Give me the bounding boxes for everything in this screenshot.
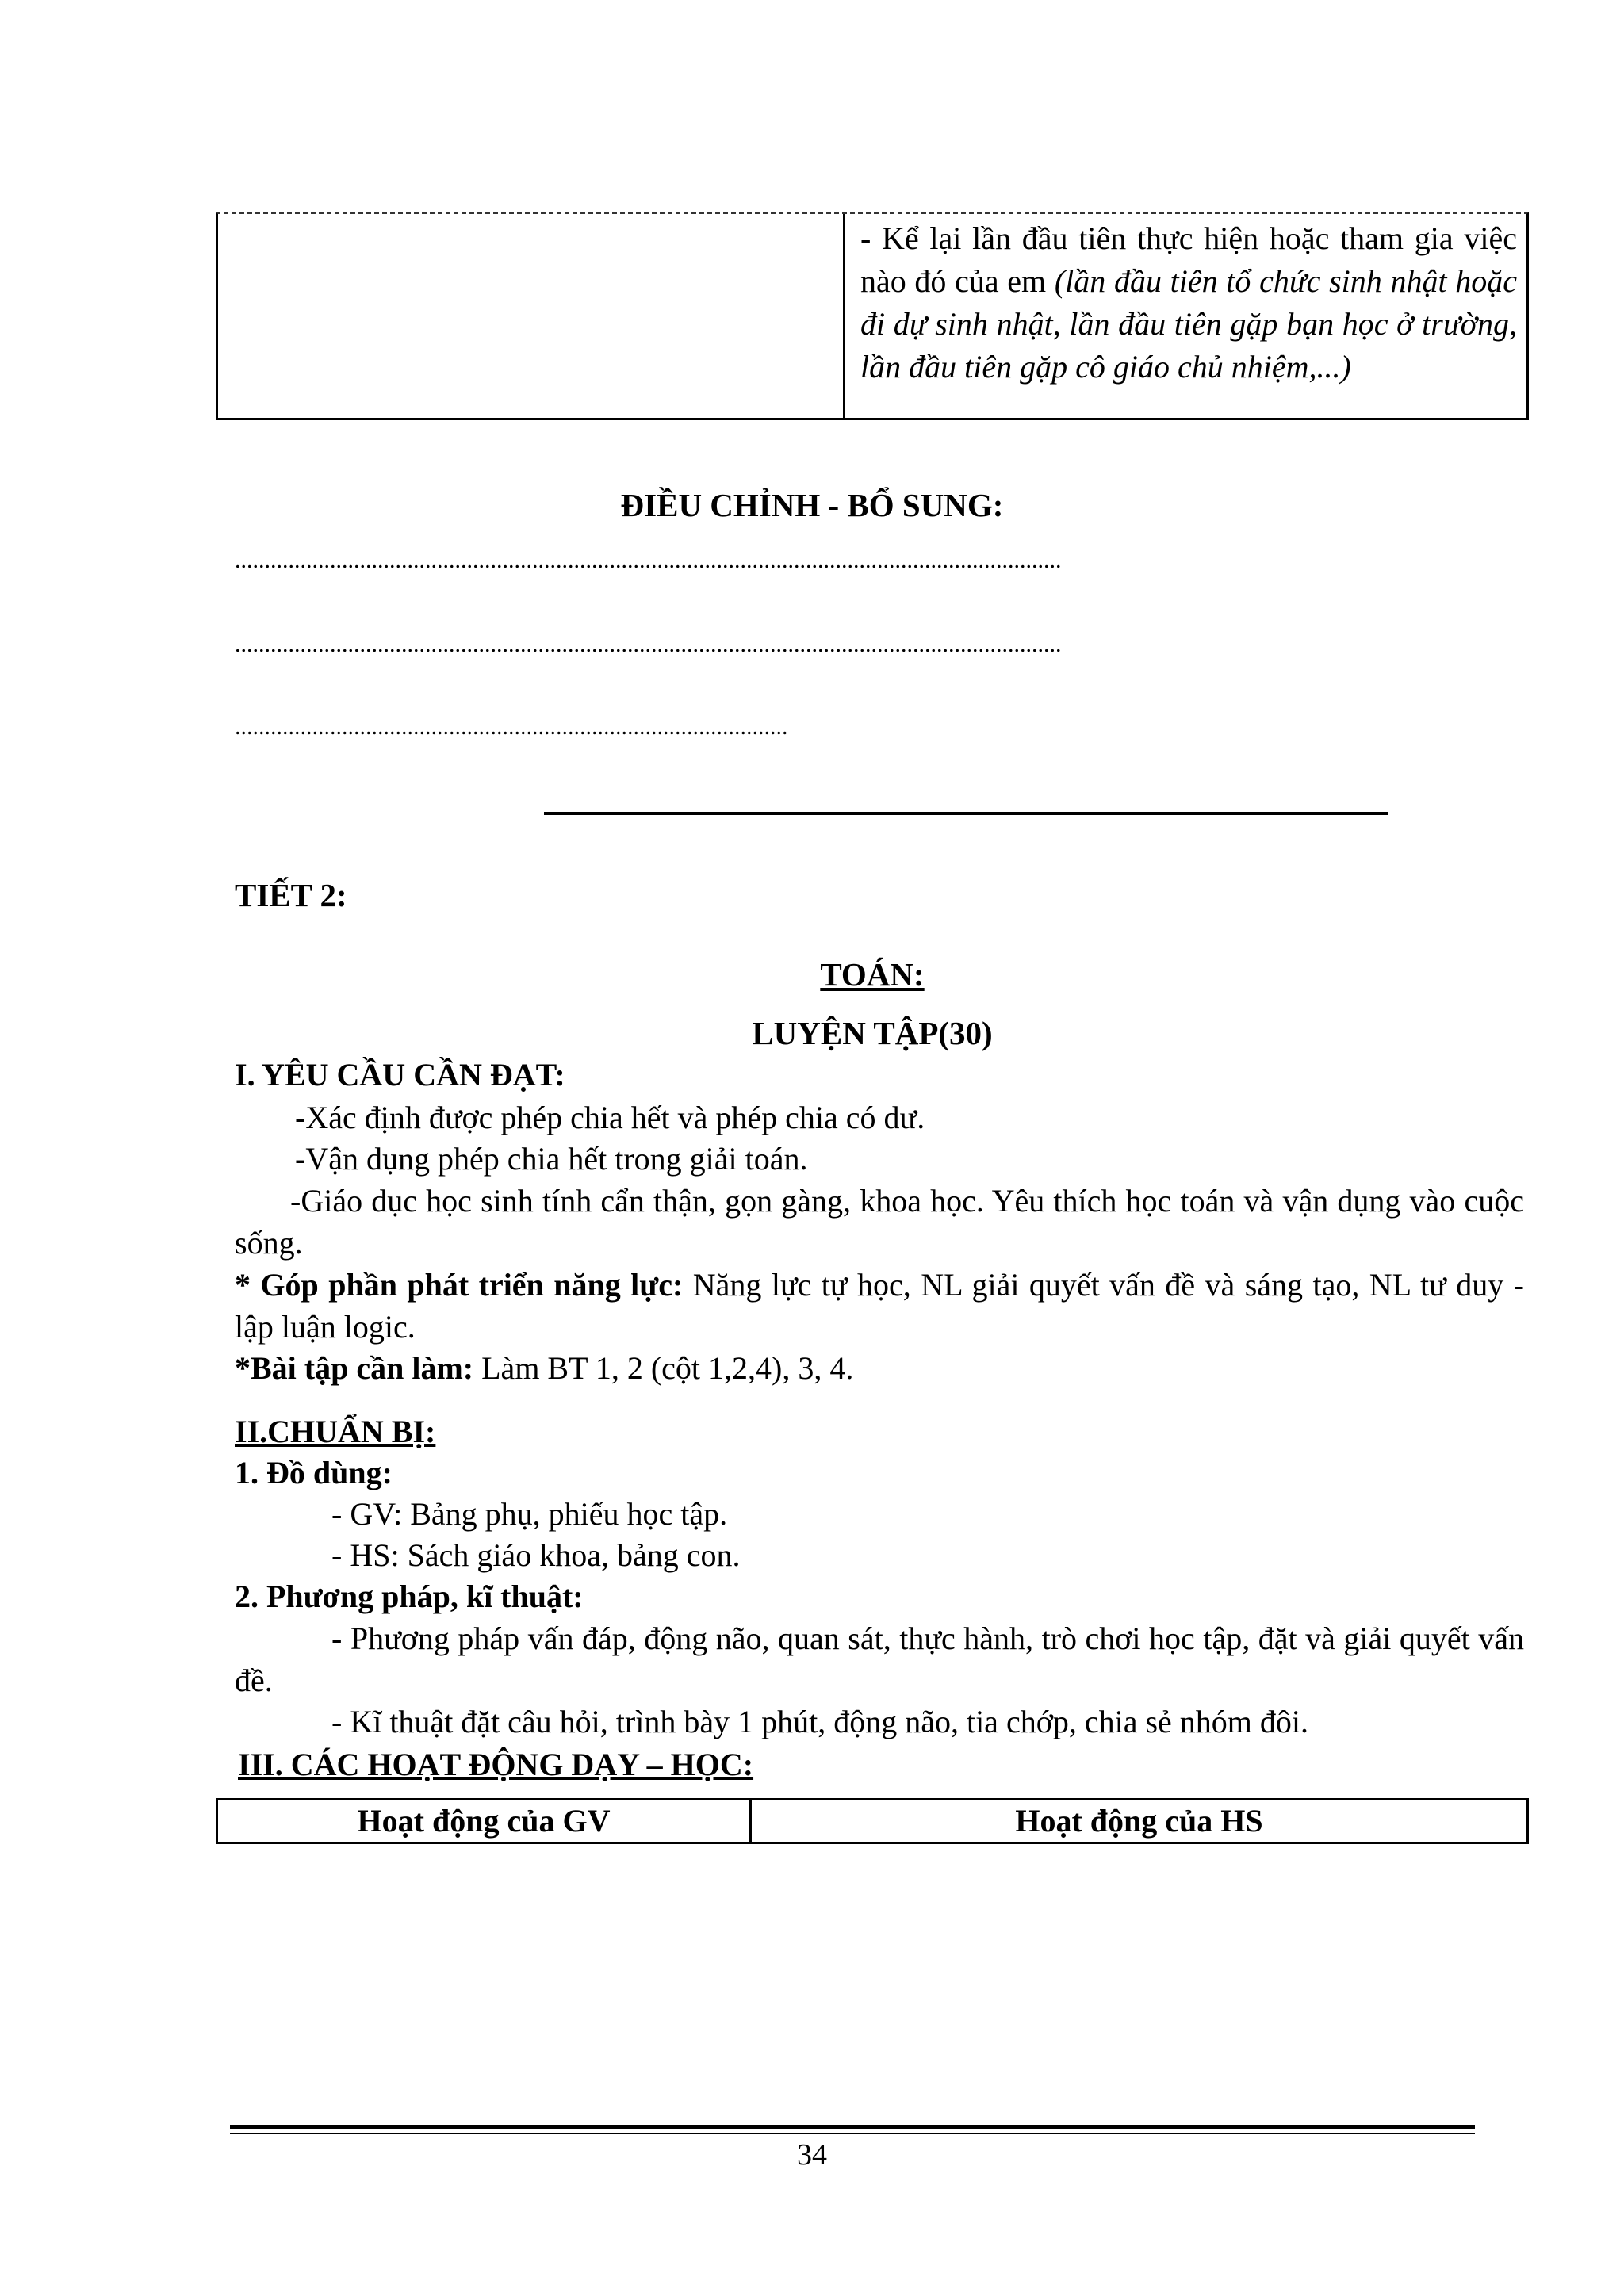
section2-hs: - HS: Sách giáo khoa, bảng con. <box>331 1537 741 1573</box>
competency-text: Năng lực tự học, NL giải quyết vấn đề và sáng tạo, NL tư duy - lập luận logic. <box>235 1267 1524 1345</box>
competency-paragraph <box>235 1264 1524 1348</box>
exercise-label: *Bài tập cần làm: <box>235 1350 474 1386</box>
section1-heading: I. YÊU CẦU CẦN ĐẠT: <box>235 1057 565 1093</box>
table-divider <box>843 214 845 418</box>
item2-text: Vận dụng phép chia hết trong giải toán. <box>305 1141 808 1177</box>
section2-sub1: 1. Đồ dùng: <box>235 1455 393 1490</box>
separator-line <box>544 812 1388 815</box>
column-header-hs: Hoạt động của HS <box>1015 1803 1263 1839</box>
cell-text-normal: - Kể lại lần đầu tiên thực hiện hoặc tham gia việc nào đó của em <box>860 220 1517 299</box>
lesson-label: TIẾT 2: <box>235 877 347 913</box>
adjust-title: ĐIỀU CHỈNH - BỔ SUNG: <box>620 487 1004 523</box>
section2-heading: II.CHUẨN BỊ: <box>235 1414 436 1449</box>
exercise-text: Làm BT 1, 2 (cột 1,2,4), 3, 4. <box>473 1350 854 1386</box>
table-cell-text <box>860 217 1517 388</box>
cell-text-italic: (lần đầu tiên tổ chức sinh nhật hoặc đi dự sinh nhật, lần đầu tiên gặp bạn học ở trường, lần đầu tiên gặp cô giáo chủ nhiệm,...) <box>860 263 1517 385</box>
column-header-gv: Hoạt động của GV <box>218 1800 752 1842</box>
section2-sub2: 2. Phương pháp, kĩ thuật: <box>235 1578 584 1614</box>
dot-line-2: ........................................................................................................................................... <box>235 631 1062 657</box>
competency-label: * Góp phần phát triển năng lực: <box>235 1267 684 1303</box>
activity-table <box>216 1798 1529 1844</box>
dot-line-3: ............................................................................................. <box>235 714 788 740</box>
section3-heading: III. CÁC HOẠT ĐỘNG DẠY – HỌC: <box>238 1747 754 1782</box>
section2-technique: - Kĩ thuật đặt câu hỏi, trình bày 1 phút, động não, tia chớp, chia sẻ nhóm đôi. <box>331 1704 1309 1739</box>
section1-item2 <box>295 1138 808 1180</box>
page-number: 34 <box>797 2138 827 2172</box>
item2-dash: - <box>295 1141 306 1177</box>
subject-title: TOÁN: <box>820 956 925 993</box>
top-table <box>216 212 1529 420</box>
section1-item3: -Giáo dục học sinh tính cẩn thận, gọn gàng, khoa học. Yêu thích học toán và vận dụng vào cuộc sống. <box>235 1183 1524 1261</box>
section2-method: - Phương pháp vấn đáp, động não, quan sát, thực hành, trò chơi học tập, đặt và giải quyết vấn đề. <box>235 1621 1524 1698</box>
lesson-title: LUYỆN TẬP(30) <box>752 1015 993 1051</box>
footer-rule-thick <box>230 2125 1475 2129</box>
section1-item1: -Xác định được phép chia hết và phép chia có dư. <box>295 1100 925 1135</box>
exercise-line <box>235 1348 853 1389</box>
dot-line-1: ........................................................................................................................................... <box>235 547 1062 573</box>
footer-rule-thin <box>230 2133 1475 2134</box>
section2-gv: - GV: Bảng phụ, phiếu học tập. <box>331 1496 728 1532</box>
